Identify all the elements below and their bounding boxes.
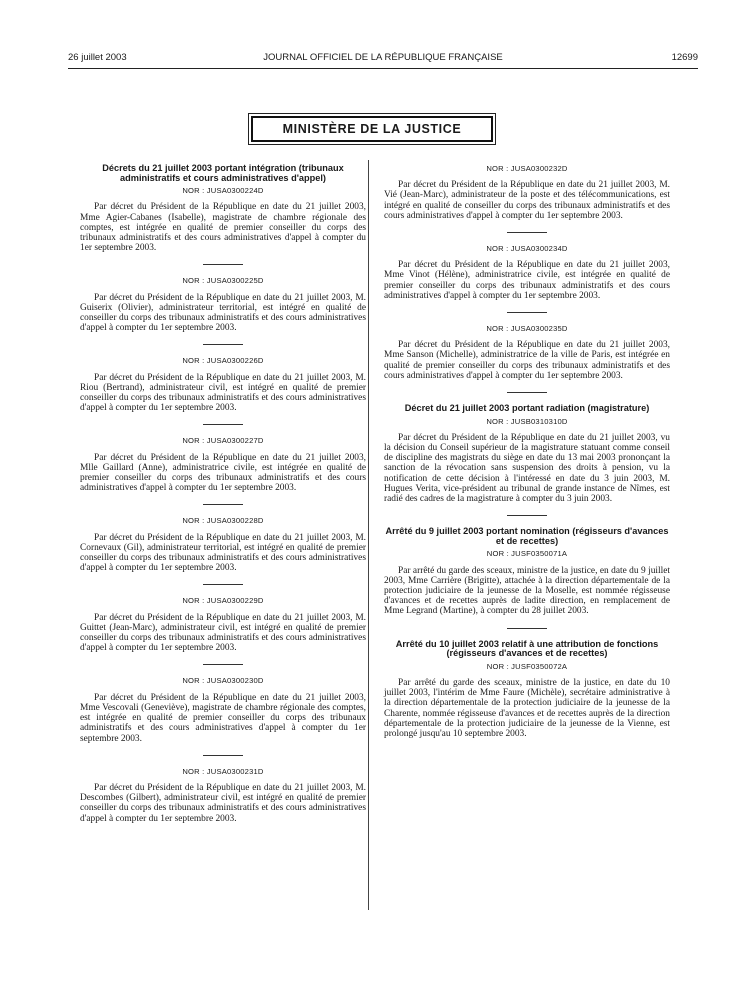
separator-rule <box>507 232 547 233</box>
ministry-box <box>248 113 496 145</box>
decree-text: Par décret du Président de la République en date du 21 juillet 2003, M. Guittet (Jean-Marc), administrateur civil, est intégré en qualité de premier conseiller du corps des tribunaux administratifs et des cours administratives d'appel à compter du 1er septembre 2003. <box>80 612 366 654</box>
page-header <box>68 52 698 66</box>
left-column <box>80 164 366 824</box>
nor-code: NOR : JUSA0300228D <box>182 516 264 526</box>
section-title-radiation: Décret du 21 juillet 2003 portant radiation (magistrature) <box>404 403 650 414</box>
separator-rule <box>507 392 547 393</box>
separator-rule <box>203 504 243 505</box>
nor-code: NOR : JUSA0300224D <box>182 186 264 196</box>
ministry-title: MINISTÈRE DE LA JUSTICE <box>251 116 493 142</box>
header-rule <box>68 68 698 69</box>
decree-text: Par décret du Président de la République en date du 21 juillet 2003, Mme Vescovali (Geneviève), magistrate de chambre régionale des comptes, est intégrée en qualité de premier conseiller du corps des tribunaux administratifs et des cours administratives d'appel à compter du 1er septembre 2003. <box>80 692 366 744</box>
separator-rule <box>203 755 243 756</box>
separator-rule <box>203 584 243 585</box>
nor-code: NOR : JUSF0350071A <box>486 549 568 559</box>
separator-rule <box>203 264 243 265</box>
right-column <box>384 164 670 739</box>
separator-rule <box>507 628 547 629</box>
separator-rule <box>507 515 547 516</box>
decree-text: Par décret du Président de la République en date du 21 juillet 2003, vu la décision du Conseil supérieur de la magistrature statuant comme conseil de discipline des magistrats du siège en date du 13 mai 2003 prononçant la sanction de la révocation sans suspension des droits à pension, vu la notification de cette décision à l'intéressé en date du 3 juin 2003, M. Hugues Verita, vice-président au tribunal de grande instance de Nîmes, est radié des cadres de la magistrature à compter du 3 juin 2003. <box>384 432 670 505</box>
decree-text: Par arrêté du garde des sceaux, ministre de la justice, en date du 10 juillet 2003, l'intérim de Mme Faure (Michèle), secrétaire administrative à la direction départementale de la protection judiciaire de la jeunesse de la Charente, nommée régisseuse d'avances et de recettes auprès de la direction départementale de la protection judiciaire de la jeunesse de la Vienne, est prolongé jusqu'au 10 septembre 2003. <box>384 678 670 740</box>
column-divider <box>368 160 369 910</box>
nor-code: NOR : JUSA0300227D <box>182 436 264 446</box>
nor-code: NOR : JUSA0300225D <box>182 276 264 286</box>
nor-code: NOR : JUSF0350072A <box>486 661 568 671</box>
page-number: 12699 <box>671 52 698 63</box>
nor-code: NOR : JUSA0300232D <box>486 164 568 173</box>
separator-rule <box>203 664 243 665</box>
nor-code: NOR : JUSA0300235D <box>486 324 568 334</box>
decree-text: Par décret du Président de la République en date du 21 juillet 2003, Mme Sanson (Michelle), administratrice de la ville de Paris, est intégrée en qualité de premier conseiller du corps des tribunaux administratifs et des cours administratives d'appel à compter du 1er septembre 2003. <box>384 340 670 381</box>
decree-text: Par arrêté du garde des sceaux, ministre de la justice, en date du 9 juillet 2003, Mme Carrière (Brigitte), attachée à la direction départementale de la protection judiciaire de la jeunesse de la Moselle, est nommée régisseuse d'avances et de recettes auprès de ladite direction, en remplacement de Mme Legrand (Martine), à compter du 28 juillet 2003. <box>384 565 670 617</box>
nor-code: NOR : JUSA0300230D <box>182 676 264 686</box>
decree-text: Par décret du Président de la République en date du 21 juillet 2003, Mme Agier-Cabanes (Isabelle), magistrate de chambre régionale des comptes, est intégrée en qualité de premier conseiller du corps des tribunaux administratifs et des cours administratives d'appel à compter du 1er septembre 2003. <box>80 202 366 254</box>
separator-rule <box>203 344 243 345</box>
nor-code: NOR : JUSA0300229D <box>182 596 264 606</box>
nor-code: NOR : JUSA0300234D <box>486 244 568 254</box>
decree-text: Par décret du Président de la République en date du 21 juillet 2003, M. Descombes (Gilbert), administrateur civil, est intégré en qualité de premier conseiller du corps des tribunaux administratifs et des cours administratives d'appel à compter du 1er septembre 2003. <box>80 782 366 824</box>
decree-text: Par décret du Président de la République en date du 21 juillet 2003, M. Guiserix (Olivier), administrateur territorial, est intégré en qualité de conseiller du corps des tribunaux administratifs et des cours administratives d'appel à compter du 1er septembre 2003. <box>80 292 366 334</box>
nor-code: NOR : JUSA0300226D <box>182 356 264 366</box>
section-title-nomination: Arrêté du 9 juillet 2003 portant nomination (régisseurs d'avances et de recettes) <box>385 526 669 546</box>
separator-rule <box>203 424 243 425</box>
separator-rule <box>507 312 547 313</box>
decree-text: Par décret du Président de la République en date du 21 juillet 2003, M. Vié (Jean-Marc), administrateur de la poste et des télécommunications, est intégré en qualité de conseiller du corps des tribunaux administratifs et des cours administratives d'appel à compter du 1er septembre 2003. <box>384 180 670 221</box>
section-title-attribution: Arrêté du 10 juillet 2003 relatif à une attribution de fonctions (régisseurs d'avances et de recettes) <box>395 638 659 659</box>
header-date: 26 juillet 2003 <box>68 52 127 63</box>
section-title-integration: Décrets du 21 juillet 2003 portant intégration (tribunaux administratifs et cours administratives d'appel) <box>102 163 344 183</box>
nor-code: NOR : JUSA0300231D <box>182 766 264 776</box>
decree-text: Par décret du Président de la République en date du 21 juillet 2003, Mlle Gaillard (Anne), administratrice civile, est intégrée en qualité de premier conseiller du corps des tribunaux administratifs et des cours administratives d'appel à compter du 1er septembre 2003. <box>80 452 366 494</box>
decree-text: Par décret du Président de la République en date du 21 juillet 2003, M. Riou (Bertrand), administrateur civil, est intégré en qualité de premier conseiller du corps des tribunaux administratifs et des cours administratives d'appel à compter du 1er septembre 2003. <box>80 372 366 414</box>
nor-code: NOR : JUSB0310310D <box>486 416 568 426</box>
decree-text: Par décret du Président de la République en date du 21 juillet 2003, M. Cornevaux (Gil), administrateur territorial, est intégré en qualité de premier conseiller du corps des tribunaux administratifs et des cours administratives d'appel à compter du 1er septembre 2003. <box>80 532 366 574</box>
journal-title: JOURNAL OFFICIEL DE LA RÉPUBLIQUE FRANÇAISE <box>263 52 503 63</box>
decree-text: Par décret du Président de la République en date du 21 juillet 2003, Mme Vinot (Hélène), administratrice civile, est intégrée en qualité de premier conseiller du corps des tribunaux administratifs et des cours administratives d'appel à compter du 1er septembre 2003. <box>384 260 670 301</box>
